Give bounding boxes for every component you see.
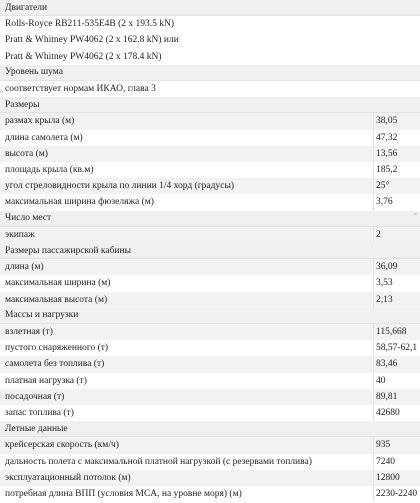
line-text: Pratt & Whitney PW4062 (2 x 162.8 kN) или xyxy=(5,35,179,46)
row-label: взлетная (т) xyxy=(5,327,53,338)
row-value: 47,32 xyxy=(376,132,398,143)
row-value: 185,2 xyxy=(376,165,398,176)
table-row xyxy=(0,486,420,502)
row-label: экипаж xyxy=(5,229,35,240)
section-title: Число мест xyxy=(5,213,52,224)
row-label: потребная длина ВПП (условия MCA, на уровне моря) (м) xyxy=(5,489,242,500)
column-divider xyxy=(373,113,374,129)
column-divider xyxy=(373,470,374,486)
row-label: максимальная ширина (м) xyxy=(5,278,111,289)
table-row xyxy=(0,454,420,470)
row-label: эксплуатационный потолок (м) xyxy=(5,472,131,483)
row-value: 115,668 xyxy=(376,327,407,338)
column-divider xyxy=(373,292,374,308)
line-text: Pratt & Whitney PW4062 (2 x 178.4 kN) xyxy=(5,51,162,62)
text-line xyxy=(0,32,420,48)
table-row xyxy=(0,437,420,453)
row-label: платная нагрузка (т) xyxy=(5,375,87,386)
column-divider xyxy=(373,227,374,243)
row-label: запас топлива (т) xyxy=(5,408,74,419)
row-label: пустого снаряженного (т) xyxy=(5,343,109,354)
column-divider xyxy=(373,356,374,372)
section-header xyxy=(0,65,420,81)
section-title: Двигатели xyxy=(5,2,48,13)
row-label: площадь крыла (кв.м) xyxy=(5,165,94,176)
table-row xyxy=(0,275,420,291)
column-divider xyxy=(373,373,374,389)
row-label: длина (м) xyxy=(5,262,44,273)
row-label: максимальная ширина фюзеляжа (м) xyxy=(5,197,154,208)
table-row xyxy=(0,389,420,405)
row-label: самолета без топлива (т) xyxy=(5,359,105,370)
table-row xyxy=(0,405,420,421)
row-label: угол стреловидности крыла по линии 1/4 хорд (градусы) xyxy=(5,181,234,192)
row-value: 12800 xyxy=(376,472,400,483)
column-divider xyxy=(373,146,374,162)
table-row xyxy=(0,259,420,275)
column-divider xyxy=(373,259,374,275)
section-title: Размеры xyxy=(5,99,40,110)
row-value: 38,05 xyxy=(376,116,398,127)
table-row xyxy=(0,373,420,389)
table-row xyxy=(0,324,420,340)
row-label: высота (м) xyxy=(5,148,48,159)
column-divider xyxy=(373,405,374,421)
line-text: Rolls-Royce RB211-535E4B (2 x 193.5 kN) xyxy=(5,19,175,30)
section-header xyxy=(0,0,420,16)
row-value: 25° xyxy=(376,181,390,192)
text-line xyxy=(0,49,420,65)
row-label: длина самолета (м) xyxy=(5,132,83,143)
row-value: 13,56 xyxy=(376,148,398,159)
column-divider xyxy=(373,178,374,194)
text-line xyxy=(0,16,420,32)
column-divider xyxy=(373,486,374,502)
section-header xyxy=(0,243,420,259)
row-value: 83,46 xyxy=(376,359,398,370)
row-value: 2 xyxy=(376,229,381,240)
row-label: дальность полета с максимальной платной нагрузкой (с резервами топлива) xyxy=(5,456,312,467)
section-title: Летные данные xyxy=(5,423,68,434)
column-divider xyxy=(373,324,374,340)
table-row xyxy=(0,162,420,178)
table-row xyxy=(0,146,420,162)
table-row xyxy=(0,194,420,210)
table-row xyxy=(0,227,420,243)
column-divider xyxy=(373,162,374,178)
section-header xyxy=(0,308,420,324)
table-row xyxy=(0,470,420,486)
row-value: 40 xyxy=(376,375,386,386)
column-divider xyxy=(373,454,374,470)
row-value: 7240 xyxy=(376,456,395,467)
row-value: 89,81 xyxy=(376,391,398,402)
table-row xyxy=(0,113,420,129)
row-value: 2,13 xyxy=(376,294,393,305)
section-header xyxy=(0,421,420,437)
table-row xyxy=(0,130,420,146)
section-header xyxy=(0,97,420,113)
row-label: крейсерская скорость (км/ч) xyxy=(5,440,119,451)
column-divider xyxy=(373,194,374,210)
column-divider xyxy=(373,437,374,453)
edge-mark: ▫ xyxy=(0,88,3,96)
row-value: 42680 xyxy=(376,408,400,419)
table-row xyxy=(0,356,420,372)
column-divider xyxy=(373,275,374,291)
table-row xyxy=(0,178,420,194)
table-row xyxy=(0,340,420,356)
section-header xyxy=(0,211,420,227)
line-text: соответствует нормам ИКАО, глава 3 xyxy=(5,84,156,95)
row-value: 935 xyxy=(376,440,391,451)
edge-mark: ▫ xyxy=(414,210,417,218)
row-value: 3,53 xyxy=(376,278,393,289)
column-divider xyxy=(373,340,374,356)
table-row xyxy=(0,292,420,308)
column-divider xyxy=(373,130,374,146)
column-divider xyxy=(373,389,374,405)
section-title: Массы и нагрузки xyxy=(5,310,79,321)
row-label: размах крыла (м) xyxy=(5,116,75,127)
text-line xyxy=(0,81,420,97)
row-label: максимальная высота (м) xyxy=(5,294,108,305)
row-value: 36,09 xyxy=(376,262,398,273)
row-value: 2230-2240 xyxy=(376,489,418,500)
section-title: Уровень шума xyxy=(5,67,63,78)
row-value: 3,76 xyxy=(376,197,393,208)
row-value: 58,57-62,1 xyxy=(376,343,418,354)
section-title: Размеры пассажирской кабины xyxy=(5,245,131,256)
row-label: посадочная (т) xyxy=(5,391,65,402)
